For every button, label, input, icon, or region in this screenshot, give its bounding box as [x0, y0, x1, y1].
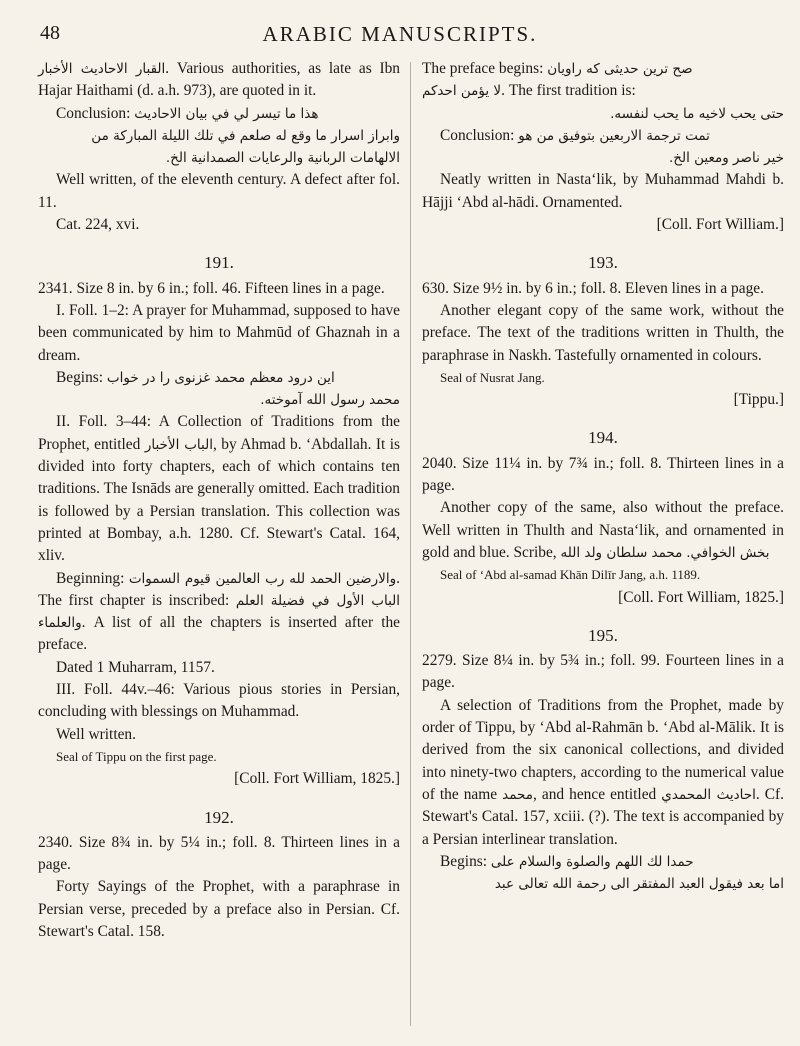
running-title: ARABIC MANUSCRIPTS.	[262, 22, 538, 46]
preface-note: Neatly written in Nasta‘lik, by Muhammad Mahdi b. Hājji ‘Abd al-hādi. Ornamented.	[422, 171, 784, 211]
right-column	[422, 58, 784, 895]
entry-number-195: 195.	[588, 625, 618, 645]
entry-191-begins	[38, 367, 400, 389]
intro-text: . Various authorities, as late as Ibn Hajar Haithami (d. a.h. 973), are quoted in it.	[38, 60, 400, 100]
entry-195-begins-arabic: حمدا لك اللهم والصلوة والسلام على	[490, 853, 694, 870]
entry-194-text: Another copy of the same, also without the preface. Well written in Thulth and Nasta‘lik, and ornamented in gold and blue. Scribe,	[422, 499, 784, 561]
beginning-arabic: الحمد لله رب العالمين قيوم السموات	[128, 570, 342, 587]
preface-label: The preface begins:	[422, 60, 544, 77]
preface-arabic-1: صح ترین حدیثی که راویان	[547, 61, 693, 77]
begins-arabic-1: این درود معظم محمد غزنوی را در خواب	[106, 369, 335, 386]
left-column	[38, 58, 400, 943]
tradition-text: . The first tradition is:	[501, 82, 636, 100]
page-number: 48	[40, 22, 60, 44]
begins-label: Begins:	[56, 368, 104, 386]
entry-194-head: 2040. Size 11¼ in. by 7¾ in.; foll. 8. Thirteen lines in a page.	[422, 454, 784, 495]
intro-arabic-title: القبار الاحاديث الأخبار	[38, 61, 166, 77]
intro-paragraph	[38, 58, 400, 103]
preface-conclusion-label: Conclusion:	[440, 126, 515, 144]
entry-192-head: 2340. Size 8¾ in. by 5¼ in.; foll. 8. Thirteen lines in a page.	[38, 833, 400, 874]
entry-191-head: 2341. Size 8 in. by 6 in.; foll. 46. Fifteen lines in a page.	[38, 279, 385, 297]
entry-193-seal: Seal of Nusrat Jang.	[440, 369, 545, 385]
part2-text-a: II. Foll. 3–44: A Collection of Traditions from the Prophet, entitled	[38, 413, 400, 453]
entry-195-text-a: A selection of Traditions from the Prophet, made by order of Tippu, by ‘Abd al-Rahmān b. ‘Abd al-Mālik. It is derived from the six canonical collections, and divided into ninety-two chapters, according to the numerical value of the name	[422, 696, 784, 803]
chapter-intro-text: . The first chapter is inscribed:	[38, 569, 400, 609]
part2-text-b: , by Ahmad b. ‘Abdallah. It is divided into forty chapters, each of which contains ten traditions. The Isnāds are generally omitted. Each tradition is followed by a Persian translation. This collection was printed at Bombay, a.h. 1280. Cf. Stewart's Catal. 164, xliv.	[38, 435, 400, 565]
preface-conclusion-arabic-2: خير ناصر ومعين الخ.	[668, 150, 784, 167]
entry-191-part3: III. Foll. 44v.–46: Various pious stories in Persian, concluding with blessings on Muhammad.	[38, 681, 400, 721]
column-divider	[410, 62, 411, 1026]
beginning-label: Beginning:	[56, 569, 125, 587]
preface-conclusion	[422, 125, 784, 147]
entry-number-191: 191.	[204, 253, 234, 273]
entry-195-head: 2279. Size 8¼ in. by 5¾ in.; foll. 99. Fourteen lines in a page.	[422, 652, 784, 692]
preface-collection: [Coll. Fort William.]	[656, 216, 784, 234]
name-arabic: محمد	[502, 786, 533, 803]
conclusion-label: Conclusion:	[56, 104, 131, 122]
scribe-arabic: محمد سلطان ولد الله	[560, 544, 683, 561]
intro-note: Well written, of the eleventh century. A defect after fol. 11.	[38, 171, 400, 211]
begins-arabic-2: محمد رسول الله آموخته.	[260, 392, 400, 409]
entry-195-begins	[422, 851, 784, 873]
entry-191-beginning	[38, 568, 400, 657]
entry-195-begins-label: Begins:	[440, 852, 488, 870]
entry-194-body	[422, 497, 784, 564]
entry-191-collection: [Coll. Fort William, 1825.]	[234, 770, 400, 788]
entry-number-194: 194.	[588, 428, 618, 448]
entry-195-text-b: , and hence entitled	[532, 785, 657, 803]
preface-tradition-line	[422, 80, 784, 102]
entry-192-body: Forty Sayings of the Prophet, with a paraphrase in Persian verse, preceded by a preface also in Persian. Cf. Stewart's Catal. 158.	[38, 878, 400, 940]
page-header	[0, 10, 800, 50]
entry-195-body	[422, 695, 784, 851]
entry-193-source: [Tippu.]	[733, 391, 784, 409]
preface-arabic-1b: لا يؤمن احدكم	[422, 83, 502, 100]
entry-191-part1: I. Foll. 1–2: A prayer for Muhammad, supposed to have been communicated by him to Mahmūd of Ghaznah in a dream.	[38, 301, 400, 364]
entry-191-dated: Dated 1 Muharram, 1157.	[56, 658, 215, 676]
entry-191-seal: Seal of Tippu on the first page.	[56, 748, 217, 764]
intro-conclusion-line	[38, 103, 400, 125]
chapter-end-text: . A list of all the chapters is inserted after the preface.	[38, 614, 400, 654]
entry-195-text-c: . Cf. Stewart's Catal. 157, xciii. (?). The text is accompanied by a Persian interlinear translation.	[422, 785, 785, 848]
entry-193-head: 630. Size 9½ in. by 6 in.; foll. 8. Eleven lines in a page.	[422, 279, 764, 297]
part2-arabic-title: الباب الأخبار	[144, 436, 213, 453]
entry-194-collection: [Coll. Fort William, 1825.]	[618, 588, 784, 606]
conclusion-arabic-3: الالهامات الربانية والرعايات الصمدانية الخ.	[165, 150, 400, 167]
entry-191-part2	[38, 411, 400, 567]
intro-cat-ref: Cat. 224, xvi.	[56, 216, 140, 234]
scribe-arabic-2: بخش الخوافي.	[686, 544, 770, 561]
title-arabic: احاديث المحمدي	[661, 786, 756, 803]
chapter-arabic: الباب الأول في فضيلة العلم والعلماء	[38, 592, 401, 632]
entry-number-193: 193.	[588, 253, 618, 273]
preface-conclusion-arabic: تمت ترجمة الاربعين بتوفيق من هو	[518, 127, 710, 144]
entry-195-begins-arabic-2: اما بعد فيقول العبد المفتقر الى رحمة الله تعالى عبد	[494, 876, 784, 893]
entry-194-seal: Seal of ‘Abd al-samad Khān Dilīr Jang, a.h. 1189.	[440, 567, 701, 583]
beginning-arabic-2: والارضين	[345, 570, 397, 587]
conclusion-arabic-1: هذا ما تيسر لي في بيان الاحاديث	[134, 105, 319, 122]
preface-arabic-2: حتى يحب لاخيه ما يحب لنفسه.	[610, 105, 784, 122]
conclusion-arabic-2: وابراز اسرار ما وقع له صلعم في تلك الليلة المباركة من	[91, 127, 400, 144]
preface-line	[422, 58, 784, 80]
entry-191-well-written: Well written.	[56, 725, 136, 743]
entry-193-body: Another elegant copy of the same work, without the preface. The text of the traditions written in Thulth, the paraphrase in Naskh. Tastefully ornamented in colours.	[422, 301, 784, 364]
entry-number-192: 192.	[204, 807, 234, 827]
